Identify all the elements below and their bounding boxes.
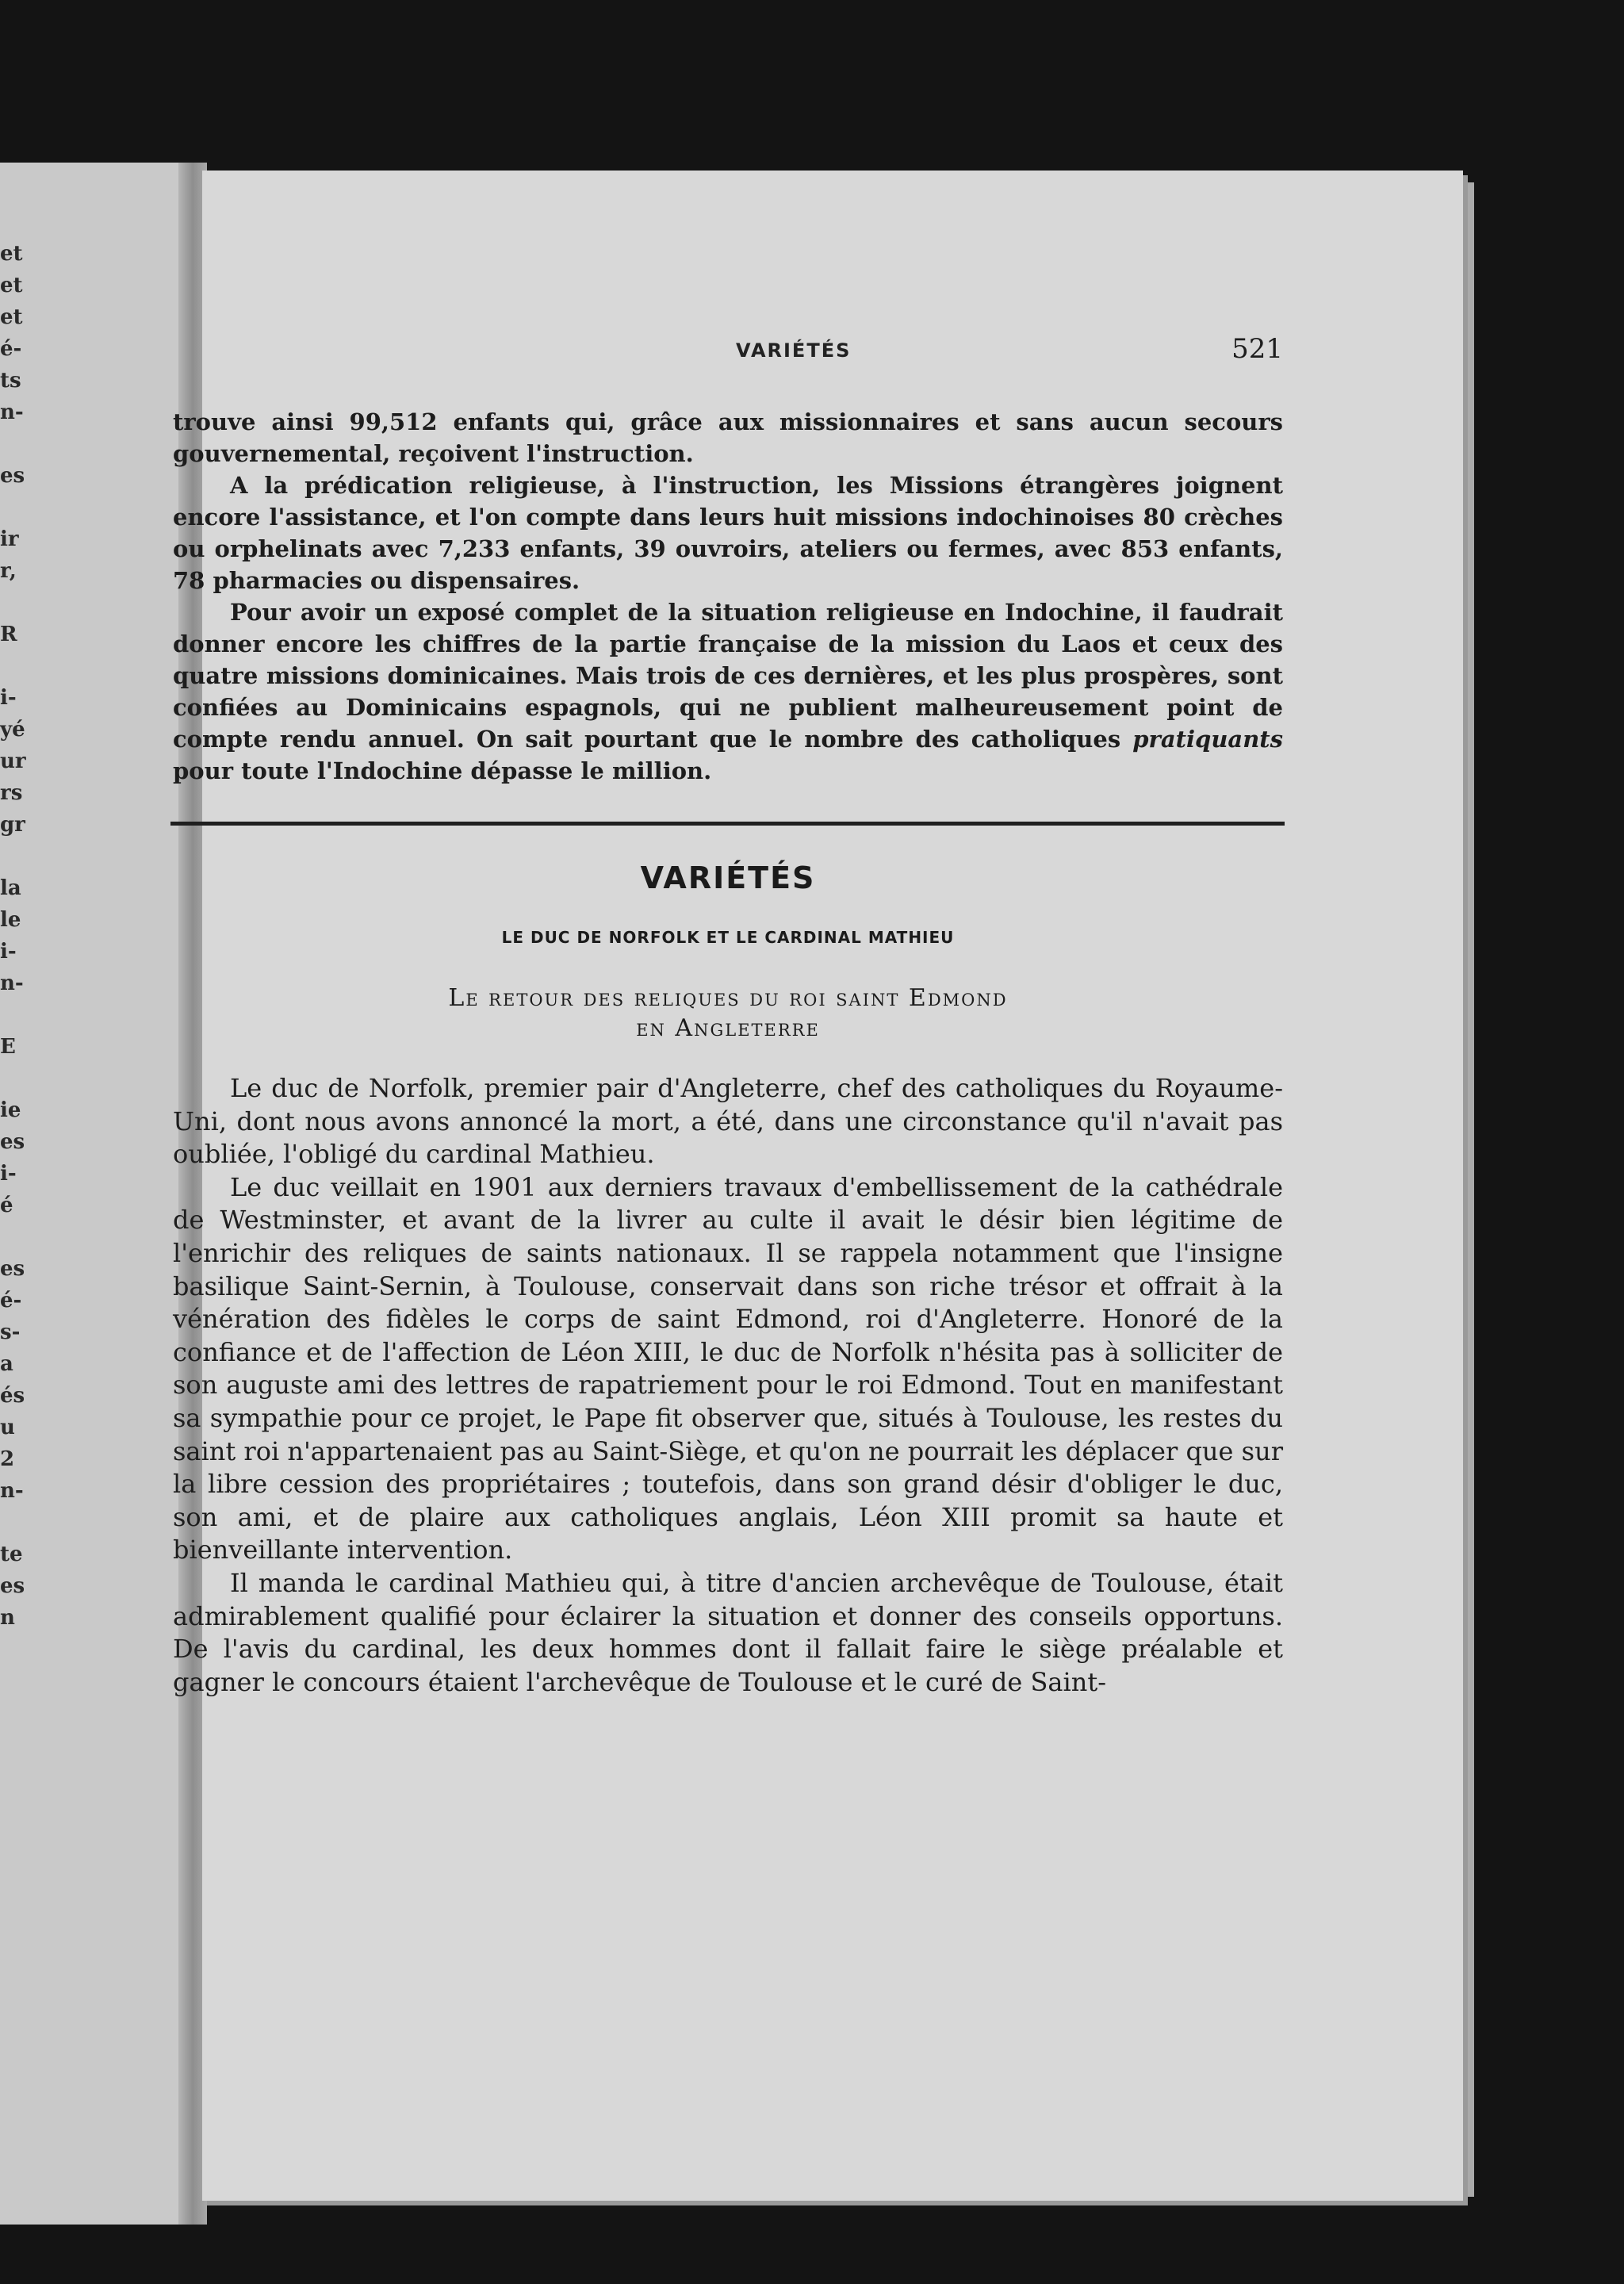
edge-fragment: yé	[0, 718, 25, 742]
edge-fragment: et	[0, 242, 23, 266]
edge-fragment: es	[0, 1574, 25, 1598]
paragraph: Le duc de Norfolk, premier pair d'Angleterre, chef des catholiques du Royaume-Uni, dont nous avons annoncé la mort, a été, dans une circonstance qu'il n'avait pas oubliée, l'obligé du cardinal Mathieu.	[173, 1073, 1283, 1170]
edge-fragment: é	[0, 1194, 13, 1217]
edge-fragment: gr	[0, 813, 25, 837]
running-head	[173, 333, 1283, 373]
edge-fragment: es	[0, 1257, 25, 1281]
section-subtitle: LE DUC DE NORFOLK ET LE CARDINAL MATHIEU	[501, 928, 955, 947]
edge-fragment: a	[0, 1352, 13, 1376]
italic-word: pratiquants	[1132, 726, 1283, 753]
continued-text	[173, 406, 1283, 787]
edge-fragment: és	[0, 1384, 25, 1408]
edge-fragment: 2	[0, 1447, 15, 1471]
edge-fragment	[0, 428, 48, 460]
edge-fragment: E	[0, 1035, 16, 1059]
edge-fragment	[0, 999, 48, 1031]
edge-fragment: é-	[0, 1289, 22, 1313]
edge-fragment: le	[0, 908, 21, 932]
edge-fragment: i-	[0, 686, 17, 710]
edge-fragment: R	[0, 623, 17, 646]
paragraph: A la prédication religieuse, à l'instruction, les Missions étrangères joignent encore l'assistance, et l'on compte dans leurs huit missions indochinoises 80 crèches ou orphelinats avec 7,233 enfants, 39 ouvroirs, ateliers ou fermes, avec 853 enfants, 78 pharmacies ou dispensaires.	[173, 472, 1283, 594]
edge-fragment: rs	[0, 781, 23, 805]
paragraph-tail: pour toute l'Indochine dépasse le million.	[173, 757, 712, 784]
edge-fragment	[0, 492, 48, 523]
edge-fragment: ir	[0, 527, 19, 551]
edge-fragment	[0, 841, 48, 872]
edge-fragment: ts	[0, 369, 21, 393]
edge-fragment: i-	[0, 1162, 17, 1186]
edge-fragment: i-	[0, 940, 17, 964]
edge-fragment	[0, 587, 48, 619]
edge-fragment	[0, 1063, 48, 1094]
edge-fragment: ie	[0, 1098, 21, 1122]
previous-page-edge-text	[0, 238, 48, 1634]
paragraph: Il manda le cardinal Mathieu qui, à titre d'ancien archevêque de Toulouse, était admirablement qualifié pour éclairer la situation et donner des conseils opportuns. De l'avis du cardinal, les deux hommes dont il fallait faire le siège préalable et gagner le concours étaient l'archevêque de Toulouse et le curé de Saint-	[173, 1567, 1283, 1697]
edge-fragment	[0, 650, 48, 682]
edge-fragment: la	[0, 876, 21, 900]
edge-fragment: et	[0, 274, 23, 297]
edge-fragment: n	[0, 1606, 15, 1630]
edge-fragment: es	[0, 464, 25, 488]
paragraph: trouve ainsi 99,512 enfants qui, grâce aux missionnaires et sans aucun secours gouvernemental, reçoivent l'instruction.	[173, 408, 1283, 467]
article-title-line: Le retour des reliques du roi saint Edmond	[448, 984, 1008, 1012]
edge-fragment	[0, 1221, 48, 1253]
edge-fragment: u	[0, 1416, 15, 1439]
page-number: 521	[1231, 333, 1283, 365]
running-head-title: VARIÉTÉS	[736, 339, 852, 362]
article-body	[173, 1072, 1283, 1699]
edge-fragment: ur	[0, 749, 26, 773]
section-rule	[170, 822, 1285, 826]
edge-fragment: n-	[0, 1479, 24, 1503]
edge-fragment: et	[0, 305, 23, 329]
edge-fragment: n-	[0, 400, 24, 424]
article-title-line: en Angleterre	[636, 1014, 820, 1042]
edge-fragment: s-	[0, 1320, 21, 1344]
edge-fragment: te	[0, 1542, 23, 1566]
edge-fragment	[0, 1507, 48, 1539]
page-edge-shadow	[1463, 182, 1474, 2197]
paragraph: Le duc veillait en 1901 aux derniers travaux d'embellissement de la cathédrale de Westminster, et avant de la livrer au culte il avait le désir bien légitime de l'enrichir des reliques de saints nationaux. Il se rappela notamment que l'insigne basilique Saint-Sernin, à Toulouse, conservait dans son riche trésor et offrait à la vénération des fidèles le corps de saint Edmond, roi d'Angleterre. Honoré de la confiance et de l'affection de Léon XIII, le duc de Norfolk n'hésita pas à solliciter de son auguste ami des lettres de rapatriement pour le roi Edmond. Tout en manifestant sa sympathie pour ce projet, le Pape fit observer que, situés à Toulouse, les restes du saint roi n'appartenaient pas au Saint-Siège, et qu'on ne pourrait les déplacer que sur la libre cession des propriétaires ; toutefois, dans son grand désir d'obliger le duc, son ami, et de plaire aux catholiques anglais, Léon XIII promit sa haute et bienveillante intervention.	[173, 1171, 1283, 1565]
paragraph	[173, 596, 1283, 787]
edge-fragment: es	[0, 1130, 25, 1154]
article-title	[173, 983, 1283, 1044]
section-title: VARIÉTÉS	[640, 860, 816, 895]
edge-fragment: n-	[0, 971, 24, 995]
edge-fragment: r,	[0, 559, 17, 583]
edge-fragment: é-	[0, 337, 22, 361]
paragraph-text: Pour avoir un exposé complet de la situation religieuse en Indochine, il faudrait donner encore les chiffres de la partie française de la mission du Laos et ceux des quatre missions dominicaines. Mais trois de ces dernières, et les plus prospères, sont confiées au Dominicains espagnols, qui ne publient malheureusement point de compte rendu annuel. On sait pourtant que le nombre des catholiques	[173, 599, 1283, 753]
